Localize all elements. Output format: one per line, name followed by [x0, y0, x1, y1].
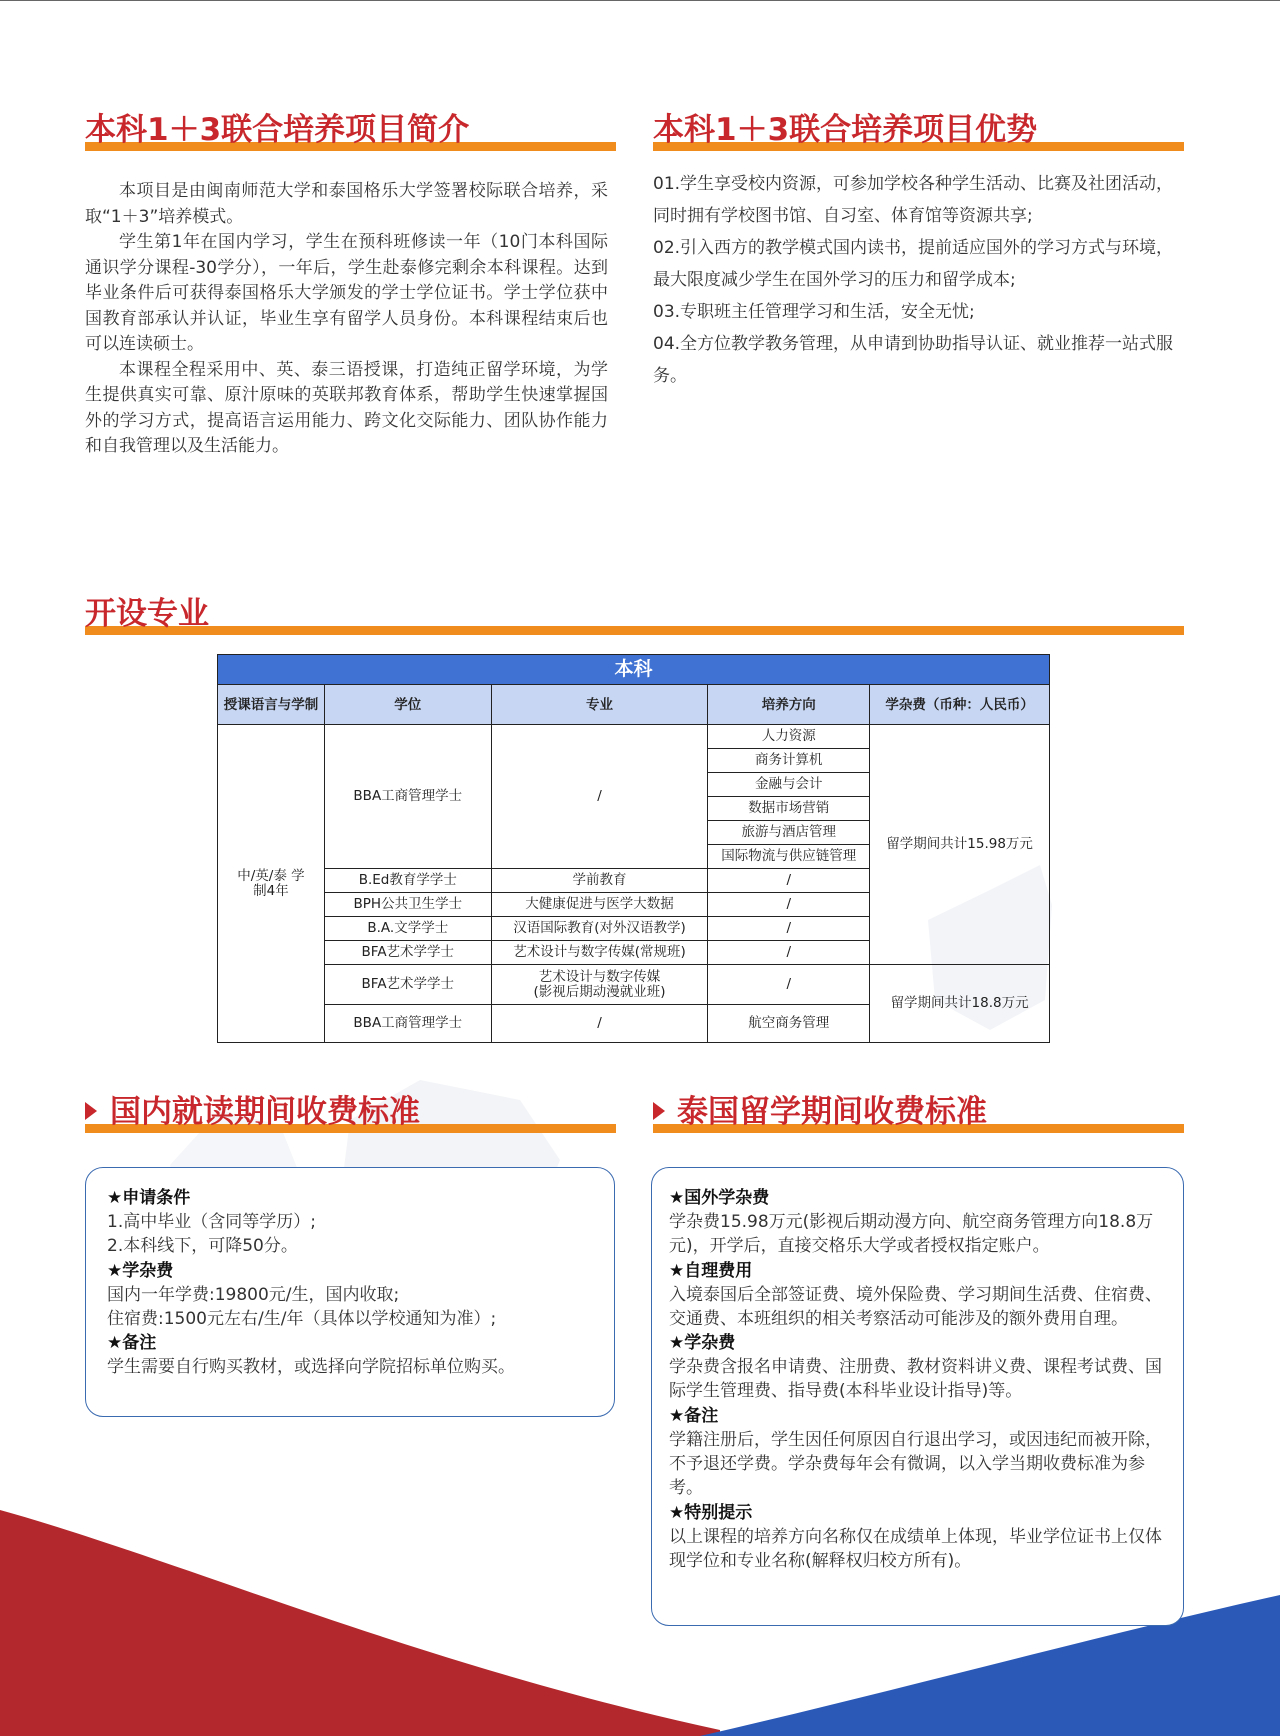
domestic-title: 国内就读期间收费标准 [110, 1094, 420, 1130]
thailand-title: 泰国留学期间收费标准 [677, 1094, 987, 1130]
major-line: (影视后期动漫就业班) [533, 983, 666, 1000]
domestic-fee-box [85, 1167, 615, 1417]
table-title: 本科 [218, 655, 1050, 685]
advantage-item: 02.引入西方的教学模式国内读书，提前适应国外的学习方式与环境，最大限度减少学生在国外学习的压力和留学成本; [653, 238, 1174, 290]
box-line: 学杂费15.98万元(影视后期动漫方向、航空商务管理方向18.8万元)，开学后，直接交格乐大学或者授权指定账户。 [669, 1212, 1154, 1257]
box-line: 住宿费:1500元左右/生/年（具体以学校通知为准）; [107, 1308, 497, 1329]
fee-cell: 留学期间共计18.8万元 [870, 965, 1050, 1043]
majors-title: 开设专业 [85, 596, 209, 632]
majors-table-wrap [217, 654, 1050, 1043]
degree-cell: BPH公共卫生学士 [324, 893, 491, 917]
box-line: 学生需要自行购买教材，或选择向学院招标单位购买。 [107, 1357, 515, 1378]
major-cell: 汉语国际教育(对外汉语教学) [491, 917, 708, 941]
box-heading: ★申请条件 [107, 1188, 191, 1208]
fee-cell: 留学期间共计15.98万元 [870, 725, 1050, 965]
direction-cell: / [708, 917, 870, 941]
advantage-item: 04.全方位教学教务管理，从申请到协助指导认证、就业推荐一站式服务。 [653, 334, 1174, 386]
direction-cell: / [708, 965, 870, 1005]
box-line: 2.本科线下，可降50分。 [107, 1236, 298, 1257]
box-heading: ★特别提示 [669, 1502, 753, 1523]
major-cell-two-line [491, 965, 708, 1005]
box-line: 国内一年学费:19800元/生，国内收取; [107, 1284, 400, 1305]
direction-cell: 国际物流与供应链管理 [708, 845, 870, 869]
direction-cell: 航空商务管理 [708, 1005, 870, 1043]
major-cell: / [491, 1005, 708, 1043]
major-cell: 大健康促进与医学大数据 [491, 893, 708, 917]
header-degree: 学位 [324, 685, 491, 725]
degree-cell: BFA艺术学学士 [324, 941, 491, 965]
intro-paragraph: 本项目是由闽南师范大学和泰国格乐大学签署校际联合培养，采取“1＋3”培养模式。 [85, 181, 608, 227]
thailand-fee-box [651, 1167, 1184, 1626]
box-line: 学籍注册后，学生因任何原因自行退出学习，或因违纪而被开除，不予退还学费。学杂费每年会有微调，以入学当期收费标准为参考。 [669, 1429, 1162, 1499]
intro-title: 本科1＋3联合培养项目简介 [85, 112, 470, 148]
intro-paragraph: 学生第1年在国内学习，学生在预科班修读一年（10门本科国际通识学分课程-30学分），一年后，学生赴泰修完剩余本科课程。达到毕业条件后可获得泰国格乐大学颁发的学士学位证书。学士学位获中国教育部承认并认证，毕业生享有留学人员身份。本科课程结束后也可以连读硕士。 [85, 232, 608, 354]
box-heading: ★自理费用 [669, 1260, 753, 1281]
degree-cell: BBA工商管理学士 [324, 725, 491, 869]
degree-cell: B.A.文学学士 [324, 917, 491, 941]
degree-cell: BFA艺术学学士 [324, 965, 491, 1005]
major-cell: 艺术设计与数字传媒(常规班) [491, 941, 708, 965]
advantage-item: 03.专职班主任管理学习和生活，安全无忧; [653, 302, 975, 322]
box-line: 以上课程的培养方向名称仅在成绩单上体现，毕业学位证书上仅体现学位和专业名称(解释权归校方所有)。 [669, 1526, 1162, 1571]
advantage-item: 01.学生享受校内资源，可参加学校各种学生活动、比赛及社团活动，同时拥有学校图书馆、自习室、体育馆等资源共享; [653, 174, 1174, 226]
degree-cell: B.Ed教育学学士 [324, 869, 491, 893]
box-line: 学杂费含报名申请费、注册费、教材资料讲义费、课程考试费、国际学生管理费、指导费(本科毕业设计指导)等。 [669, 1357, 1162, 1402]
direction-cell: / [708, 893, 870, 917]
box-heading: ★备注 [669, 1405, 719, 1426]
major-line: 艺术设计与数字传媒 [538, 968, 661, 985]
major-cell: / [491, 725, 708, 869]
box-heading: ★学杂费 [669, 1333, 736, 1354]
box-heading: ★国外学杂费 [669, 1188, 770, 1208]
intro-paragraph: 本课程全程采用中、英、泰三语授课，打造纯正留学环境，为学生提供真实可靠、原汁原味的英联邦教育体系，帮助学生快速掌握国外的学习方式，提高语言运用能力、跨文化交际能力、团队协作能力和自我管理以及生活能力。 [85, 359, 608, 456]
major-cell: 学前教育 [491, 869, 708, 893]
box-heading: ★备注 [107, 1333, 157, 1354]
language-cell: 中/英/泰 学制4年 [218, 725, 325, 1043]
direction-cell: 旅游与酒店管理 [708, 821, 870, 845]
majors-table [217, 654, 1050, 1043]
header-major: 专业 [491, 685, 708, 725]
header-language: 授课语言与学制 [218, 685, 325, 725]
domestic-triangle-icon [85, 1102, 97, 1120]
direction-cell: 数据市场营销 [708, 797, 870, 821]
direction-cell: 金融与会计 [708, 773, 870, 797]
degree-cell: BBA工商管理学士 [324, 1005, 491, 1043]
direction-cell: 商务计算机 [708, 749, 870, 773]
direction-cell: / [708, 941, 870, 965]
header-direction: 培养方向 [708, 685, 870, 725]
direction-cell: / [708, 869, 870, 893]
box-line: 入境泰国后全部签证费、境外保险费、学习期间生活费、住宿费、交通费、本班组织的相关考察活动可能涉及的额外费用自理。 [669, 1284, 1162, 1329]
direction-cell: 人力资源 [708, 725, 870, 749]
header-fee: 学杂费（币种：人民币） [870, 685, 1050, 725]
advantages-title: 本科1＋3联合培养项目优势 [653, 112, 1038, 148]
box-line: 1.高中毕业（含同等学历）; [107, 1212, 316, 1232]
box-heading: ★学杂费 [107, 1260, 174, 1281]
thailand-triangle-icon [653, 1102, 665, 1120]
